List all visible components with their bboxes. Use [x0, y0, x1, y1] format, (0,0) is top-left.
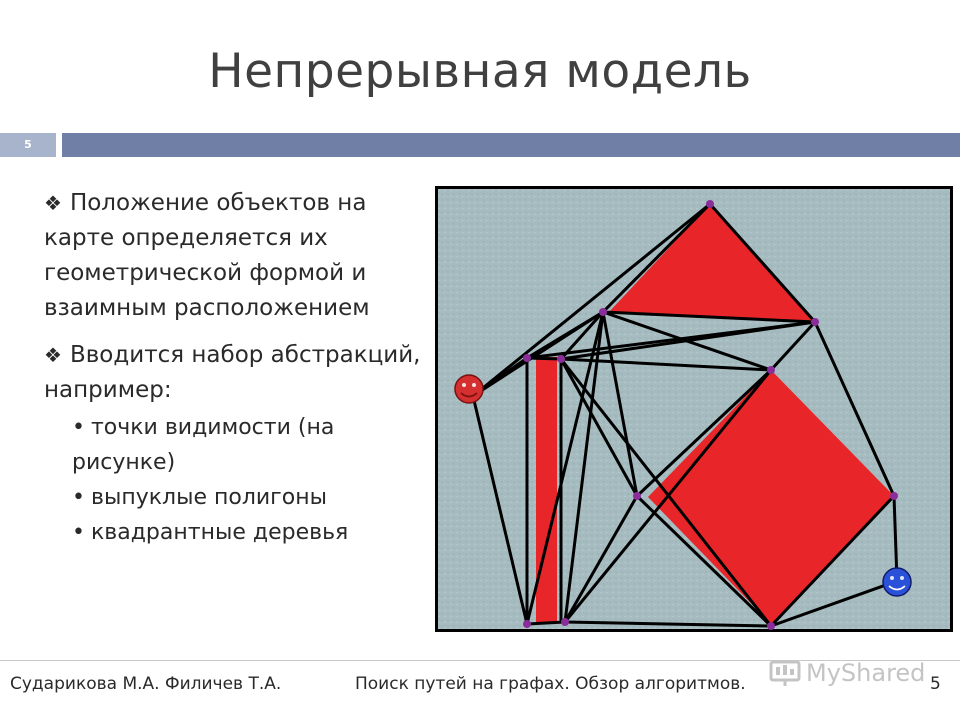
vertex: [557, 355, 565, 363]
title-bar: [62, 133, 960, 157]
footer-topic: Поиск путей на графах. Обзор алгоритмов.: [355, 674, 746, 694]
bar-obstacle: [536, 357, 557, 622]
vertex: [890, 492, 898, 500]
sub-item-convex-polygons: [72, 480, 424, 515]
bullet-text: Положение объектов на карте определяется их геометрической формой и взаимным расположением: [44, 190, 370, 321]
content-text: [44, 186, 424, 550]
red-smiley-icon: [455, 375, 483, 403]
vertex: [523, 354, 531, 362]
dot-bullet-icon: •: [72, 520, 85, 545]
diamond-bullet-icon: ❖: [44, 343, 62, 367]
dot-bullet-icon: •: [72, 485, 85, 510]
footer-page-number: 5: [930, 674, 941, 694]
bullet-abstractions: [44, 338, 424, 408]
sub-item-text: квадрантные деревья: [90, 520, 349, 545]
visibility-graph-figure: [435, 186, 953, 632]
sub-item-text: точки видимости (на рисунке): [72, 415, 335, 475]
bullet-positioning: [44, 186, 424, 326]
slide-title: Непрерывная модель: [208, 44, 752, 99]
sub-item-visibility-points: [72, 410, 424, 480]
blue-smiley-icon: [883, 568, 911, 596]
vertex: [811, 318, 819, 326]
presentation-icon: [768, 658, 802, 688]
vertex: [523, 620, 531, 628]
bullet-text: Вводится набор абстракций, например:: [44, 342, 421, 403]
vertex: [633, 492, 641, 500]
footer-authors: Сударикова М.А. Филичев Т.А.: [10, 674, 282, 694]
watermark-text: MyShared: [806, 659, 926, 687]
vertex: [599, 308, 607, 316]
slide-number-box: 5: [0, 133, 56, 157]
watermark: [768, 656, 925, 690]
sub-item-quadtrees: [72, 515, 424, 550]
vertex: [561, 618, 569, 626]
vertex: [767, 622, 775, 630]
vertex: [767, 366, 775, 374]
dot-bullet-icon: •: [72, 415, 85, 440]
vertex: [706, 200, 714, 208]
diamond-bullet-icon: ❖: [44, 191, 62, 215]
sub-item-text: выпуклые полигоны: [90, 485, 327, 510]
